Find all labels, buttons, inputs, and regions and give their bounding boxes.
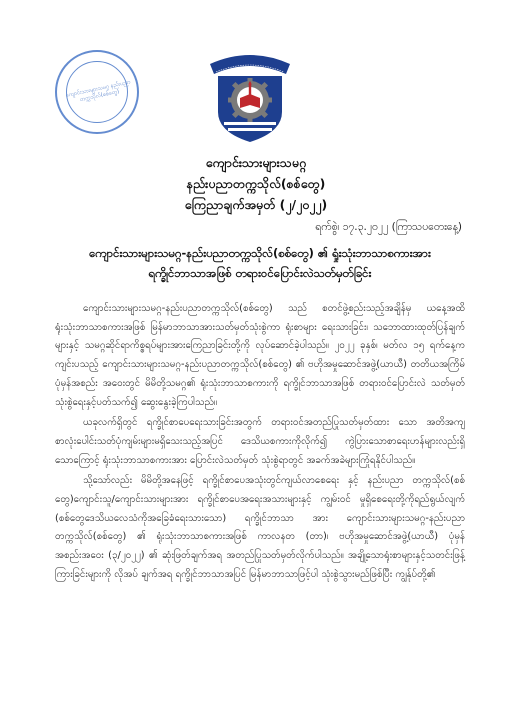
subject-line2: ရက္ခိုင်ဘာသာအဖြစ် တရားဝင်ပြောင်းလဲသတ်မှတ်ခြင်း [148,266,372,280]
org-name-line1: ကျောင်းသားများသမဂ္ဂ [205,155,307,170]
body-paragraph-3: သို့သော်လည်း မိမိတို့အနေဖြင့် ရက္ခိုင်စာပေအသုံးတွင်ကျယ်လာစေရေး နှင့် နည်းပညာ တက္ကသိုလ်(စစ်တွေ)ကျောင်းသူ/ကျောင်းသားများအား ရက္ခိုင်စာပေအရေးအသားများနှင့် ကျွမ်းဝင် မှုရှိစေရေးတို့ကိုရည်ရွယ်လျက် (စစ်တွေဒေသိယလေသံကိုအခြေခံရေးသားသော) ရက္ခိုင်ဘာသာ အား ကျောင်းသားများသမဂ္ဂ-နည်းပညာတက္ကသိုလ်(စစ်တွေ) ၏ ရုံးသုံးဘာသာစကားအဖြစ် ကာလနတ (တာ)၊ ဗဟိုအမှုဆောင်အဖွဲ့(ယာယီ) ပုံမှန်အစည်းအဝေး (၃/၂၀၂၂) ၏ ဆုံးဖြတ်ချက်အရ အတည်ပြုသတ်မှတ်လိုက်ပါသည်။ အချို့သောရုံးစာများနှင့်သတင်းဖြန့်ကြားခြင်းများကို လိုအပ် ချက်အရ ရက္ခိုင်ဘာသာအပြင် မြန်မာဘာသာဖြင့်ပါ သုံးစွဲသွားမည်ဖြစ်ပြီး ကျွန်ုပ်တို့၏ [55,475,465,580]
statement-number: ကြေညာချက်အမှတ် (၂/၂၀၂၂) [184,197,328,212]
student-union-emblem-icon [204,48,296,146]
statement-subject [60,243,460,283]
body-paragraph-1: ကျောင်းသားများသမဂ္ဂ-နည်းပညာတက္ကသိုလ်(စစ်တွေ) သည် စတင်ဖွဲ့စည်းသည့်အချိန်မှ ယနေ့အထိ ရုံးသုံးဘာသာစကားအဖြစ် မြန်မာဘာသာအားသတ်မှတ်သုံးစွဲကာ ရုံးစာများ ရေးသားခြင်း၊ သဘောထားထုတ်ပြန်ချက်များနှင့် သမဂ္ဂဆိုင်ရာကိစ္စရပ်များအားကြေညာခြင်းတို့ကို လုပ်ဆောင်ခဲ့ပါသည်။ ၂၀၂၂ ခုနှစ်၊ မတ်လ ၁၅ ရက်နေ့ကကျင်းပသည့် ကျောင်းသားများသမဂ္ဂ-နည်းပညာတက္ကသိုလ်(စစ်တွေ) ၏ ဗဟိုအမှုဆောင်အဖွဲ့(ယာယီ) တတိယအကြိမ်ပုံမှန်အစည်း အဝေးတွင် မိမိတို့သမဂ္ဂ၏ ရုံးသုံးဘာသာစကားကို ရက္ခိုင်ဘာသာအဖြစ် တရားဝင်ပြောင်းလဲ သတ်မှတ်သုံးစွဲရေးနှင့်ပတ်သက်၍ ဆွေးနွေးခဲ့ကြပါသည်။ [55,303,465,408]
body-paragraph-2: ယခုလက်ရှိတွင် ရက္ခိုင်စာပေရေးသားခြင်းအတွက် တရားဝင်အတည်ပြုသတ်မှတ်ထား သော အတိအကျစာလုံးပေါင်းသတ်ပုံကျမ်းများမရှိသေးသည့်အပြင် ဒေသိယစကားကိုလိုက်၍ ကွဲပြားသောစာရေးဟန်များလည်းရှိသောကြောင့် ရုံးသုံးဘာသာစကားအား ပြောင်းလဲသတ်မှတ် သုံးစွဲရာတွင် အခက်အခဲများကြုံရနိုင်ပါသည်။ [55,417,465,466]
statement-date: ရက်စွဲ၊ ၁၇.၃.၂၀၂၂ (ကြာသပတေးနေ့) [315,221,462,233]
stamp-text: ကျောင်းသားများသမဂ္ဂ နည်းပညာတက္ကသိုလ်(စစ်တွေ) [65,79,132,104]
subject-line1: ကျောင်းသားများသမဂ္ဂ-နည်းပညာတက္ကသိုလ်(စစ်တွေ) ၏ ရှုံးသုံးဘာသာစကားအား [89,246,431,260]
org-name-line2: နည်းပညာတက္ကသိုလ်(စစ်တွေ) [186,176,326,191]
statement-header [0,152,512,215]
statement-body [55,300,465,587]
official-stamp [55,50,139,134]
